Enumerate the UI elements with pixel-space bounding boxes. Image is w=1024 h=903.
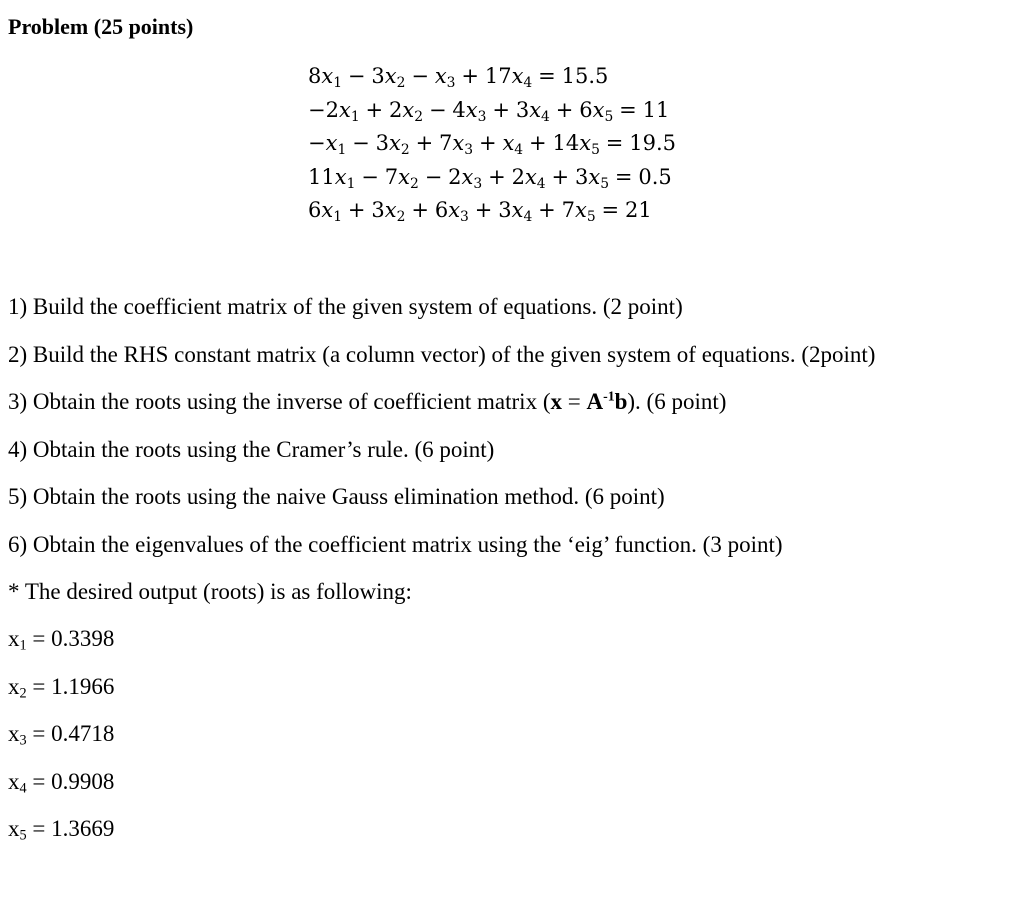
operator: + <box>555 97 574 122</box>
operator: − <box>424 164 443 189</box>
term: $3x_4$ <box>498 198 533 225</box>
term: $6x_1$ <box>308 198 343 225</box>
operator: + <box>347 198 366 222</box>
term: $6x_5$ <box>579 97 614 125</box>
term: $3x_2$ <box>371 198 406 225</box>
operator: − <box>411 64 429 88</box>
operator: + <box>551 164 570 189</box>
equals-sign: = <box>538 64 556 88</box>
task-3: 3) Obtain the roots using the inverse of coefficient matrix $(x = A^{-1}b)$. (6 point) <box>8 388 727 414</box>
task-4: 4) Obtain the roots using the Cramer’s rule. (6 point) <box>8 436 495 462</box>
operator: + <box>488 164 506 189</box>
term: $2x_2$ <box>389 97 424 125</box>
operator: + <box>474 198 493 222</box>
problem-title: Problem (25 points) <box>8 14 194 39</box>
term: $17x_4$ <box>484 64 533 91</box>
roots-list <box>8 615 114 853</box>
term: $7x_2$ <box>384 164 419 192</box>
operator: − <box>352 131 370 155</box>
task-5: 5) Obtain the roots using the naive Gauss elimination method. (6 point) <box>8 484 665 509</box>
desired-output-label: * The desired output (roots) is as following: <box>8 579 412 604</box>
operator: + <box>365 97 384 122</box>
operator: + <box>461 64 479 88</box>
equals-sign: = <box>619 97 637 122</box>
term: $2x_3$ <box>448 164 483 192</box>
operator: − <box>347 64 366 88</box>
operator: − <box>361 164 379 189</box>
term: $7x_5$ <box>561 198 596 225</box>
operator: + <box>415 131 434 155</box>
term: $2x_4$ <box>511 164 546 192</box>
term: $3x_2$ <box>375 131 410 158</box>
equals-sign: = <box>614 164 633 189</box>
root-x5: $x_5 = 1.3669$ <box>8 816 115 844</box>
term: $7x_3$ <box>439 131 474 158</box>
task-6: 6) Obtain the eigenvalues of the coefficient matrix using the ‘eig’ function. (3 point) <box>8 531 783 557</box>
equation-rhs: 21 <box>625 198 652 222</box>
equation-rhs: 0.5 <box>638 164 672 189</box>
task-2: 2) Build the RHS constant matrix (a column vector) of the given system of equations. (2point) <box>8 341 876 367</box>
root-x1: $x_1 = 0.3398$ <box>8 626 115 654</box>
term: $3x_4$ <box>515 97 550 125</box>
equation-4 <box>308 161 676 195</box>
equation-2 <box>308 94 676 128</box>
term: $x_3$ <box>434 64 456 91</box>
term: $6x_3$ <box>434 198 469 225</box>
operator: − <box>428 97 447 122</box>
term: $3x_2$ <box>371 64 406 91</box>
term: $x_4$ <box>502 131 524 158</box>
equals-sign: = <box>605 131 624 155</box>
equation-rhs: 19.5 <box>629 131 677 155</box>
equation-system <box>308 60 676 228</box>
equation-rhs: 11 <box>642 97 670 122</box>
equation-3 <box>308 127 676 161</box>
equation-1 <box>308 60 676 94</box>
operator: + <box>478 131 497 155</box>
root-x3: $x_3 = 0.4718$ <box>8 721 115 749</box>
root-x2: $x_2 = 1.1966$ <box>8 673 115 702</box>
equation-rhs: 15.5 <box>561 64 609 88</box>
task-list <box>8 283 875 616</box>
term: $11x_1$ <box>308 164 356 192</box>
term: $-x_1$ <box>308 131 347 158</box>
task-1: 1) Build the coefficient matrix of the given system of equations. (2 point) <box>8 294 683 319</box>
term: $4x_3$ <box>452 97 487 125</box>
term: $-2x_1$ <box>308 97 360 125</box>
term: $14x_5$ <box>552 131 600 158</box>
equation-5 <box>308 194 676 228</box>
root-x4: $x_4 = 0.9908$ <box>8 768 115 797</box>
operator: + <box>492 97 510 122</box>
operator: + <box>529 131 547 155</box>
term: $3x_5$ <box>574 164 610 192</box>
operator: + <box>411 198 429 222</box>
term: $8x_1$ <box>308 64 343 91</box>
equals-sign: = <box>601 198 620 222</box>
operator: + <box>538 198 556 222</box>
